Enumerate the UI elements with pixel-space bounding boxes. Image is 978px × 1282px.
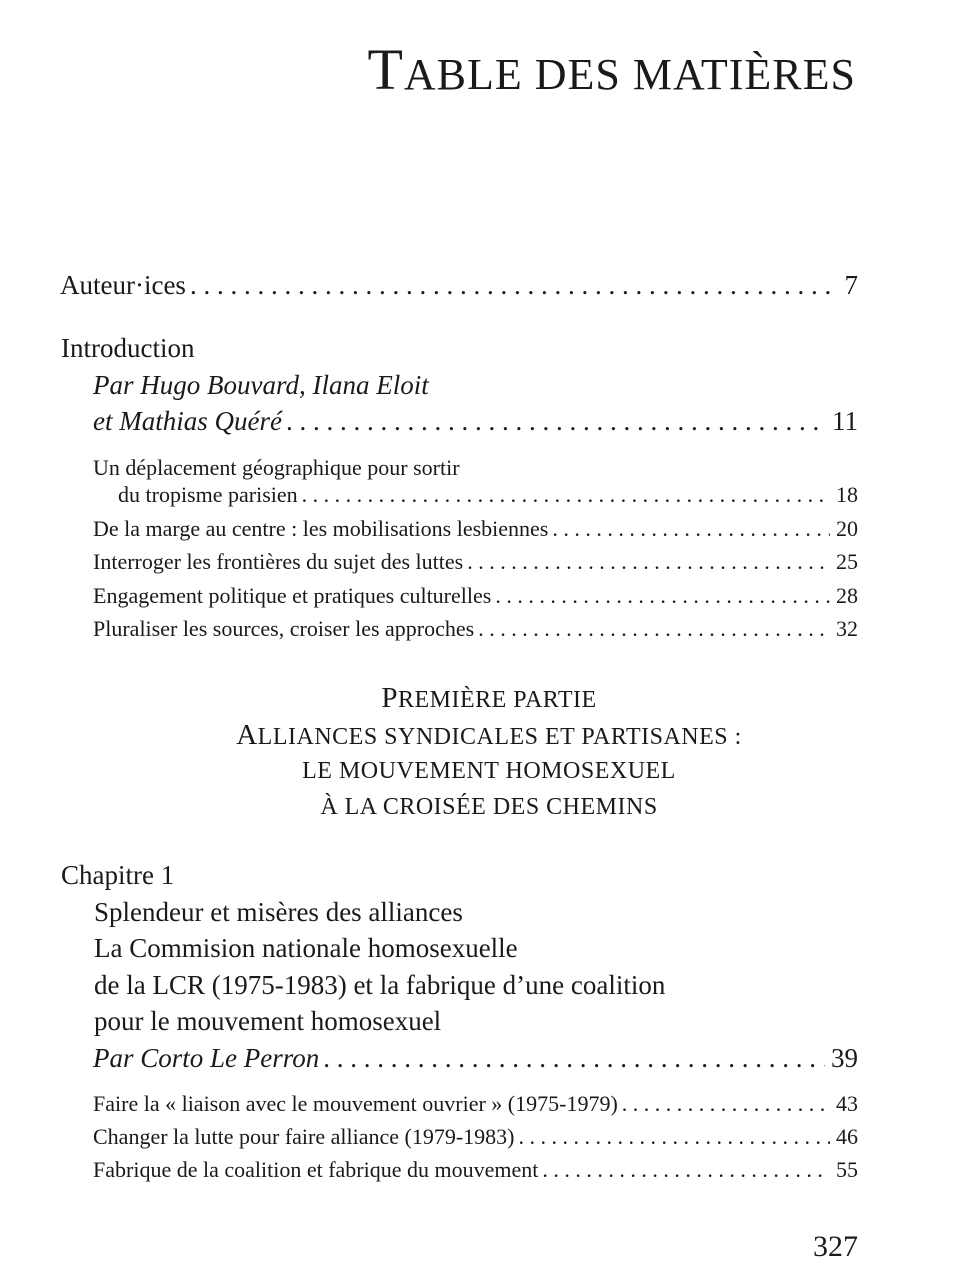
part-heading-line: [0, 719, 978, 752]
toc-heading-chapter-1[interactable]: Chapitre 1: [61, 860, 175, 890]
toc-section[interactable]: [93, 1124, 858, 1150]
chapter-title-line: La Commision nationale homosexuelle: [94, 933, 518, 963]
chapter-title-line: Splendeur et misères des alliances: [94, 897, 463, 927]
toc-page: 7: [844, 270, 858, 300]
title-initial: T: [367, 37, 404, 102]
toc-label: Interroger les frontières du sujet des luttes: [93, 549, 464, 574]
toc-page: 46: [836, 1124, 858, 1149]
part-text: LLIANCES SYNDICALES ET PARTISANES :: [257, 724, 742, 750]
toc-heading-introduction[interactable]: Introduction: [61, 333, 195, 363]
toc-section[interactable]: [93, 1091, 858, 1117]
toc-page: 39: [831, 1043, 858, 1073]
toc-section[interactable]: [93, 516, 858, 542]
toc-label: et Mathias Quéré: [93, 406, 282, 436]
dot-leader: [190, 270, 839, 301]
dot-leader: [467, 549, 830, 575]
toc-label: Engagement politique et pratiques culturelles: [93, 583, 492, 608]
toc-section[interactable]: [93, 549, 858, 575]
toc-section[interactable]: [93, 616, 858, 642]
toc-label: du tropisme parisien: [118, 482, 298, 507]
title-rest: ABLE DES MATIÈRES: [403, 50, 856, 99]
dot-leader: [542, 1157, 830, 1183]
toc-label: Faire la « liaison avec le mouvement ouvrier » (1975-1979): [93, 1091, 618, 1116]
page-title: [367, 36, 856, 103]
toc-section-label: Un déplacement géographique pour sortir: [93, 455, 460, 480]
dot-leader: [519, 1124, 830, 1150]
toc-page: 55: [836, 1157, 858, 1182]
part-heading-line: LE MOUVEMENT HOMOSEXUEL: [302, 758, 676, 784]
dot-leader: [622, 1091, 830, 1117]
dot-leader: [286, 406, 826, 437]
part-text: REMIÈRE PARTIE: [397, 687, 597, 713]
dot-leader: [552, 516, 830, 542]
part-heading-line: [0, 682, 978, 715]
toc-label: De la marge au centre : les mobilisations lesbiennes: [93, 516, 549, 541]
page-number: 327: [813, 1230, 858, 1263]
chapter-title-line: pour le mouvement homosexuel: [94, 1006, 442, 1036]
part-cap: P: [381, 682, 398, 714]
toc-entry-introduction-authors[interactable]: [93, 406, 858, 437]
toc-section[interactable]: [93, 1157, 858, 1183]
toc-page: 11: [832, 406, 858, 436]
toc-page: 28: [836, 583, 858, 608]
part-cap: A: [236, 719, 258, 751]
toc-authors-line: Par Hugo Bouvard, Ilana Eloit: [93, 370, 429, 400]
toc-page: 43: [836, 1091, 858, 1116]
toc-label: Par Corto Le Perron: [93, 1043, 320, 1073]
toc-page: 18: [836, 482, 858, 507]
toc-entry-auteurs[interactable]: [60, 270, 858, 301]
toc-page: 20: [836, 516, 858, 541]
toc-entry-chapter-1-author[interactable]: [93, 1043, 858, 1074]
dot-leader: [302, 482, 830, 508]
toc-label: Fabrique de la coalition et fabrique du mouvement: [93, 1157, 539, 1182]
toc-label: Changer la lutte pour faire alliance (1979-1983): [93, 1124, 515, 1149]
toc-page: 25: [836, 549, 858, 574]
toc-label: Auteur·ices: [60, 270, 186, 300]
dot-leader: [478, 616, 830, 642]
dot-leader: [323, 1043, 825, 1074]
toc-page: 32: [836, 616, 858, 641]
dot-leader: [495, 583, 830, 609]
toc-label: Pluraliser les sources, croiser les approches: [93, 616, 475, 641]
toc-section[interactable]: [93, 583, 858, 609]
part-heading-line: À LA CROISÉE DES CHEMINS: [320, 794, 658, 820]
toc-section[interactable]: [118, 482, 858, 508]
chapter-title-line: de la LCR (1975-1983) et la fabrique d’une coalition: [94, 970, 666, 1000]
